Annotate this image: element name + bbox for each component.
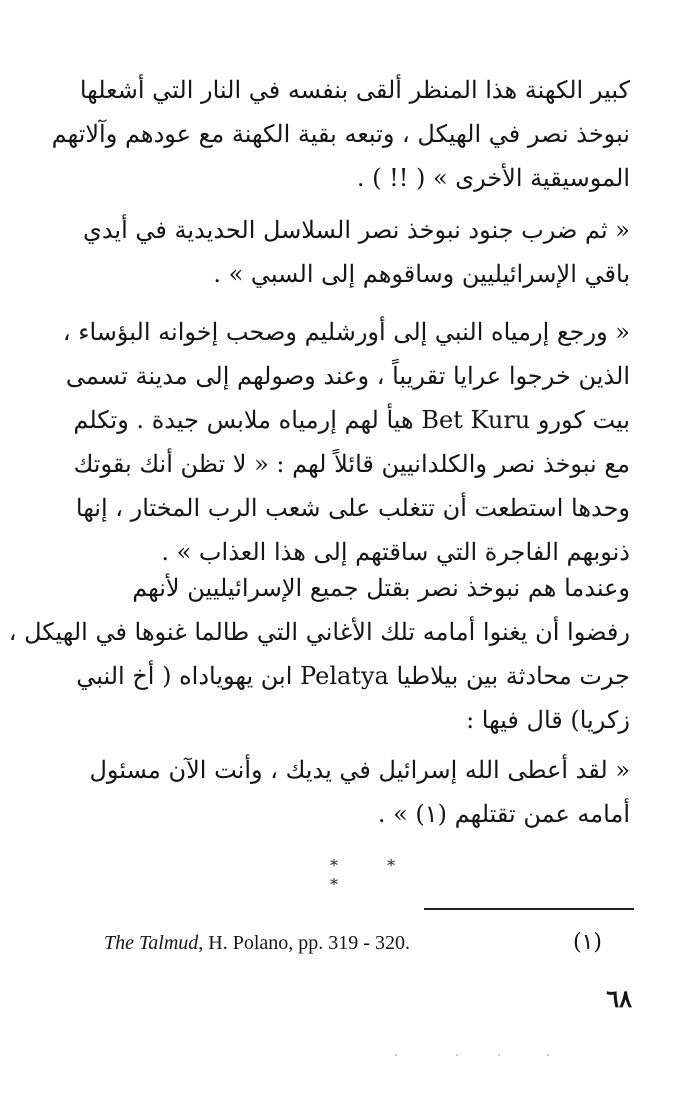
speck (547, 1054, 549, 1056)
footnote (104, 928, 634, 958)
speck (456, 1054, 458, 1056)
paragraph-1 (51, 68, 630, 200)
scan-specks (0, 1050, 690, 1070)
text-line: بيت كورو Bet Kuru هيأ لهم إرمياه ملابس جيدة . وتكلم (73, 406, 630, 434)
text-line: وحدها استطعت أن تتغلب على شعب الرب المختار ، إنها (75, 494, 630, 522)
text-line: زكريا) قال فيها : (466, 706, 630, 734)
footnote-number: (١) (572, 930, 602, 955)
text-line: كبير الكهنة هذا المنظر ألقى بنفسه في النار التي أشعلها (79, 76, 630, 104)
text-line: باقي الإسرائيليين وساقوهم إلى السبي » . (213, 260, 630, 288)
paragraph-5 (90, 748, 630, 836)
footnote-citation-rest: , H. Polano, pp. 319 - 320. (198, 932, 410, 954)
speck (395, 1054, 397, 1056)
text-line: جرت محادثة بين بيلاطيا Pelatya ابن يهوياداه ( أخ النبي (76, 662, 630, 690)
text-line: رفضوا أن يغنوا أمامه تلك الأغاني التي طالما غنوها في الهيكل ، (8, 618, 630, 646)
paragraph-3 (62, 310, 630, 574)
text-line: وعندما هم نبوخذ نصر بقتل جميع الإسرائيليين لأنهم (132, 574, 630, 602)
text-line: « ثم ضرب جنود نبوخذ نصر السلاسل الحديدية في أيدي (83, 216, 630, 244)
section-separator: * * * (330, 856, 418, 894)
text-line: أمامه عمن تقتلهم (١) » . (377, 800, 630, 828)
footnote-citation (104, 928, 410, 958)
text-line: « ورجع إرمياه النبي إلى أورشليم وصحب إخوانه البؤساء ، (62, 318, 630, 346)
text-line: ذنوبهم الفاجرة التي ساقتهم إلى هذا العذاب » . (161, 538, 630, 566)
page-number: ٦٨ (606, 984, 632, 1013)
text-line: نبوخذ نصر في الهيكل ، وتبعه بقية الكهنة مع عودهم وآلاتهم (51, 120, 630, 148)
text-line: « لقد أعطى الله إسرائيل في يديك ، وأنت الآن مسئول (89, 756, 630, 784)
text-line: مع نبوخذ نصر والكلدانيين قائلاً لهم : « لا تظن أنك بقوتك (73, 450, 630, 478)
text-line: الموسيقية الأخرى » ( !! ) . (356, 164, 630, 192)
speck (498, 1054, 500, 1056)
footnote-divider (424, 908, 634, 910)
text-line: الذين خرجوا عرايا تقريباً ، وعند وصولهم إلى مدينة تسمى (65, 362, 630, 390)
footnote-book-title: The Talmud (104, 932, 199, 954)
paragraph-4 (8, 566, 630, 742)
paragraph-2 (83, 208, 630, 296)
